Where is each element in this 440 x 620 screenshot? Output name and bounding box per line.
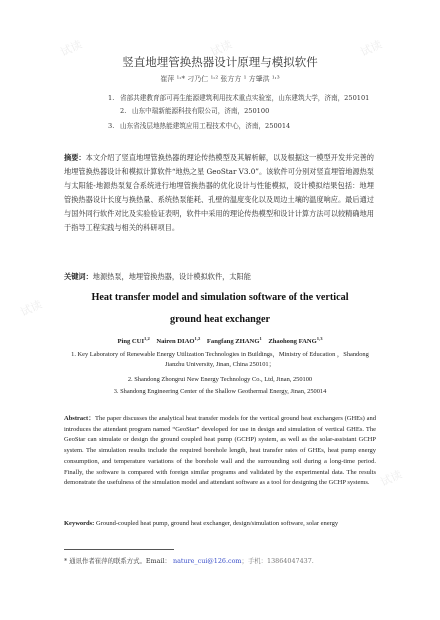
abstract-cn: [64, 151, 374, 235]
watermark: 试读: [208, 37, 234, 59]
author-name: Fangfang ZHANG: [206, 338, 260, 346]
keywords-en-text: Ground-coupled heat pump, ground heat exchanger, design/simulation software, solar energy: [95, 520, 339, 527]
footnote-divider: [64, 549, 174, 550]
affiliation-cn-2: [120, 105, 269, 115]
email-link[interactable]: nature_cui@126.com: [172, 557, 242, 565]
keywords-cn-text: 地源热泵，地埋管换热器，设计模拟软件，太阳能: [92, 272, 251, 281]
affiliation-en-3: 3. Shandong Engineering Center of the Shallow Geothermal Energy, Jinan, 250014: [113, 388, 327, 395]
footnote-prefix: * 通讯作者崔萍的联系方式。Email：: [64, 557, 171, 565]
author-name: Zhaohong FANG: [268, 338, 317, 346]
affiliation-number: 2.: [120, 107, 127, 115]
author-affil-marker: 1,2: [144, 336, 150, 341]
affiliation-text: 山东省浅层地热能建筑应用工程技术中心，济南，250014: [120, 122, 291, 130]
keywords-cn-label: 关键词：: [64, 272, 93, 281]
author-name: Nairen DIAO: [156, 338, 195, 346]
author-affil-marker: 1,2: [194, 336, 201, 341]
paper-title-en-line1: Heat transfer model and simulation software of the vertical: [91, 292, 349, 303]
keywords-en: [64, 519, 376, 530]
abstract-cn-label: 摘要：: [64, 153, 86, 162]
author-list-cn: 崔萍 ¹˒* 刁乃仁 ¹˒² 张方方 ¹ 方肇洪 ¹˒³: [160, 75, 280, 83]
watermark: 试读: [358, 37, 384, 59]
author-name: Ping CUI: [117, 338, 145, 346]
paper-title-cn: 竖直地埋管换热器设计原理与模拟软件: [122, 55, 318, 69]
affiliation-cn-3: [108, 120, 290, 130]
affiliation-en-1: 1. Key Laboratory of Renewable Energy Utilization Technologies in Buildings，Ministry of Education ，Shandong Jianzhu University, Jinan, China 250101；: [71, 351, 369, 368]
watermark: 试读: [18, 297, 44, 319]
abstract-en-text: The paper discusses the analytical heat transfer models for the vertical ground heat exchangers (GHEs) and introduces the attendant program named “GeoStar” developed for use in design and simulation of vertical GHEs. The GeoStar can simulate or design the ground coupled heat pump (GCHP) system, as well as the solar-assistant GCHP system. The simulation results include the required borehole length, heat transfer rates of GHEs, heat pump energy consumption, and temperature variations of the borehole wall and the surrounding soil during a long-time period. Finally, the software is compared with foreign similar programs and validated by the experimental data. The results demonstrate the usefulness of the simulation model and attendant software as a tool for designing the GCHP systems.: [64, 415, 376, 487]
affiliation-number: 1.: [108, 94, 115, 102]
abstract-en-label: Abstract：: [64, 415, 95, 422]
abstract-en: [64, 414, 376, 489]
footnote: [64, 556, 384, 565]
footnote-phone: ；手机：13864047437.: [241, 557, 314, 565]
affiliation-cn-1: [108, 92, 369, 102]
author-list-en: [0, 336, 440, 345]
affiliation-en-2: 2. Shandong Zhongrui New Energy Technology Co., Ltd, Jinan, 250100: [127, 376, 313, 383]
affiliation-number: 3.: [108, 122, 115, 130]
watermark: 试读: [378, 467, 404, 489]
keywords-en-label: Keywords:: [64, 520, 95, 527]
author-affil-marker: 1: [259, 336, 262, 341]
watermark: 试读: [58, 37, 84, 59]
keywords-cn: [64, 272, 374, 282]
abstract-cn-text: 本文介绍了竖直地埋管换热器的理论传热模型及其解析解，以及根据这一模型开发并完善的地埋管换热器设计和模拟计算软件“地热之星 GeoStar V3.0”。该软件可分别对竖直埋管地源热泵与太阳能-地源热泵复合系统进行地埋管换热器的优化设计与性能模拟，设计模拟结果包括：地埋管换热器设计长度与换热量、系统热泵能耗、孔壁的温度变化以及周边土壤的温度响应。最后通过与国外同行软件对比及实验验证表明，软件中采用的理论传热模型和设计计算方法可以较精确地用于指导工程实践与相关的科研项目。: [64, 153, 374, 232]
author-affil-marker: 1,3: [316, 336, 323, 341]
affiliation-text: 山东中瑞新能源科技有限公司，济南，250100: [132, 107, 270, 115]
paper-title-en-line2: ground heat exchanger: [170, 314, 270, 325]
affiliation-text: 省部共建教育部可再生能源建筑利用技术重点实验室，山东建筑大学，济南，250101: [120, 94, 370, 102]
